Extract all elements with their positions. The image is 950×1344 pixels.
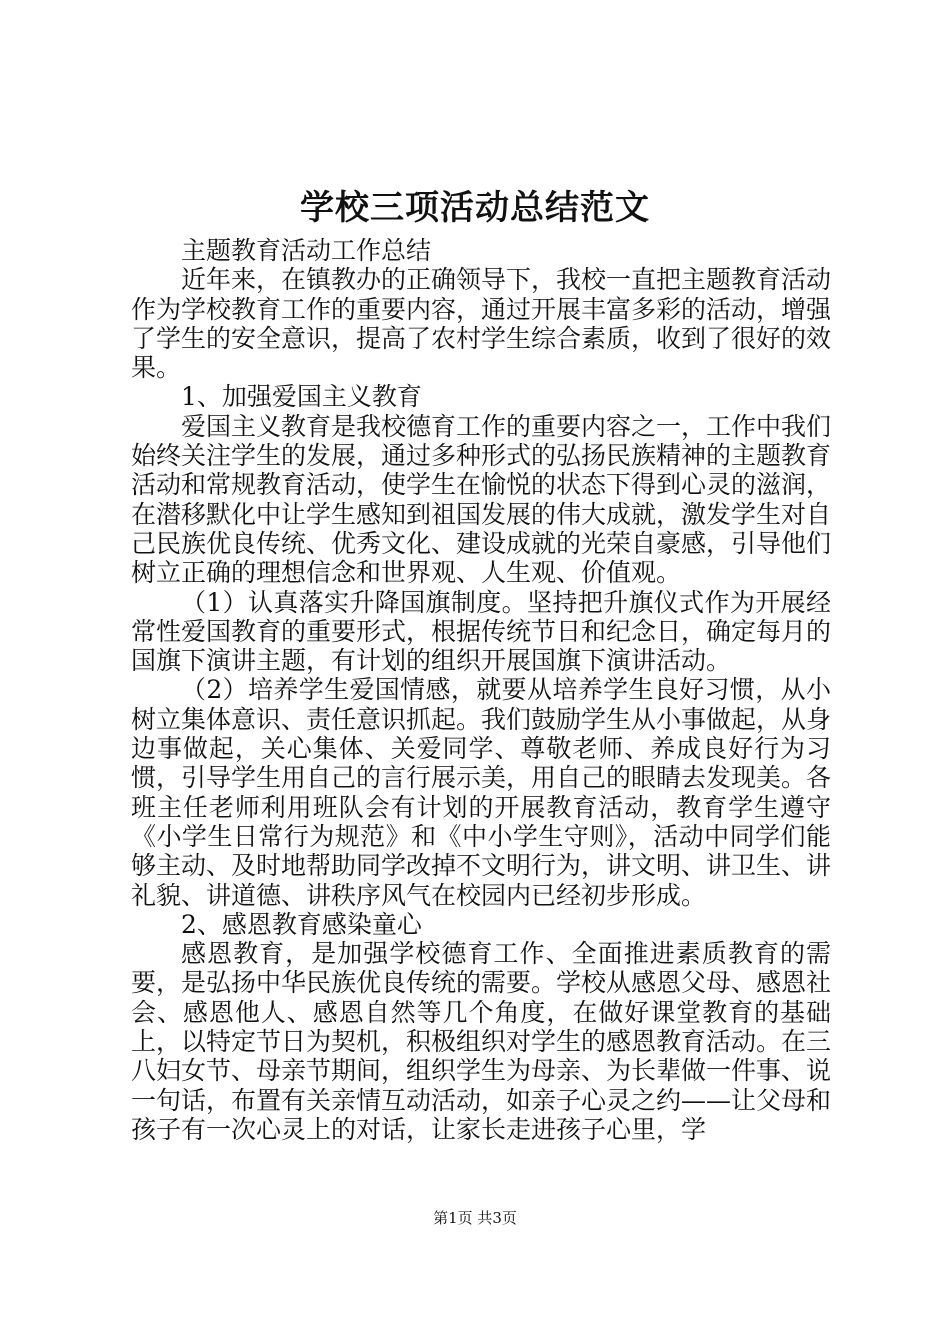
body-paragraph: 感恩教育，是加强学校德育工作、全面推进素质教育的需要，是弘扬中华民族优良传统的需要。学校从感恩父母、感恩社会、感恩他人、感恩自然等几个角度，在做好课堂教育的基础上，以特定节日为契机，积极组织对学生的感恩教育活动。在三八妇女节、母亲节期间，组织学生为母亲、为长辈做一件事、说一句话，布置有关亲情互动活动，如亲子心灵之约——让父母和孩子有一次心灵上的对话，让家长走进孩子心里，学 [131,939,832,1144]
body-paragraph: （2）培养学生爱国情感，就要从培养学生良好习惯，从小树立集体意识、责任意识抓起。我们鼓励学生从小事做起，从身边事做起，关心集体、关爱同学、尊敬老师、养成良好行为习惯，引导学生用自己的言行展示美，用自己的眼睛去发现美。各班主任老师利用班队会有计划的开展教育活动，教育学生遵守《小学生日常行为规范》和《中小学生守则》，活动中同学们能够主动、及时地帮助同学改掉不文明行为，讲文明、讲卫生、讲礼貌、讲道德、讲秩序风气在校园内已经初步形成。 [131,675,832,910]
section-heading: 2、感恩教育感染童心 [181,909,422,939]
document-title: 学校三项活动总结范文 [300,188,650,228]
document-body [131,236,831,1144]
body-paragraph: 近年来，在镇教办的正确领导下，我校一直把主题教育活动作为学校教育工作的重要内容，通过开展丰富多彩的活动，增强了学生的安全意识，提高了农村学生综合素质，收到了很好的效果。 [131,265,832,383]
body-paragraph: （1）认真落实升降国旗制度。坚持把升旗仪式作为开展经常性爱国教育的重要形式，根据传统节日和纪念日，确定每月的国旗下演讲主题，有计划的组织开展国旗下演讲活动。 [131,587,832,676]
page-footer: 第1页 共3页 [433,1209,517,1227]
section-heading: 主题教育活动工作总结 [181,236,432,265]
body-paragraph: 爱国主义教育是我校德育工作的重要内容之一，工作中我们始终关注学生的发展，通过多种形式的弘扬民族精神的主题教育活动和常规教育活动，使学生在愉悦的状态下得到心灵的滋润，在潜移默化中让学生感知到祖国发展的伟大成就，激发学生对自己民族优良传统、优秀文化、建设成就的光荣自豪感，引导他们树立正确的理想信念和世界观、人生观、价值观。 [131,411,832,588]
section-heading: 1、加强爱国主义教育 [181,382,422,412]
